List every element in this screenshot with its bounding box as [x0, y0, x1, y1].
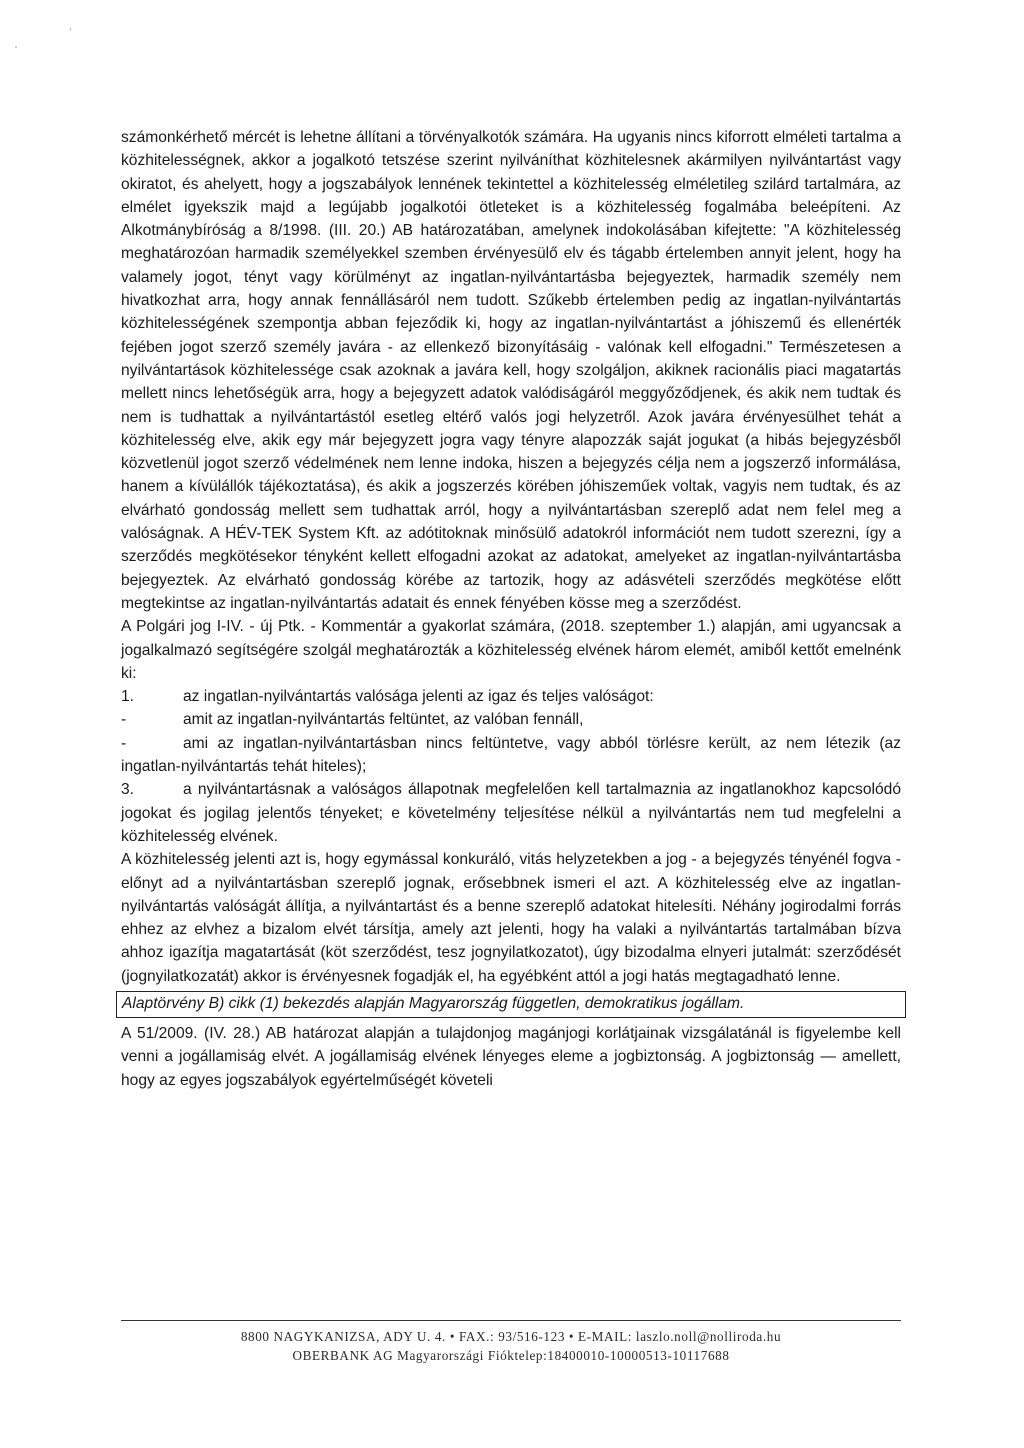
paragraph-public-credibility: A közhitelesség jelenti azt is, hogy egymással konkuráló, vitás helyzetekben a jog - a bejegyzés tényénél fogva - előnyt ad a nyilvántartásban szereplő jognak, erősebbnek ismeri el azt. A közhitelesség elve az ingatlan-nyilvántartás valóságát állítja, a nyilvántartást és a benne szereplő adatokat hitelesíti. Néhány jogirodalmi forrás ehhez az elvhez a bizalom elvét társítja, amely azt jelenti, hogy ha valaki a nyilvántartás tartalmában bízva ahhoz igazítja magatartását (köt szerződést, tesz jognyilatkozatot), úgy bizodalma elnyeri jutalmát: szerződését (jognyilatkozatát) akkor is érvényesnek fogadják el, ha egyébként attól a jogi hatás megtagadható lenne. [121, 851, 901, 985]
scan-speck [15, 46, 17, 48]
footer-address-line: 8800 NAGYKANIZSA, ADY U. 4. • FAX.: 93/516-123 • E-MAIL: laszlo.noll@nolliroda.hu [240, 1329, 782, 1344]
list-item-text: amit az ingatlan-nyilvántartás feltüntet, az valóban fennáll, [183, 711, 584, 729]
list-item-text: a nyilvántartásnak a valóságos állapotnak megfelelően kell tartalmaznia az ingatlanokhoz kapcsolódó jogokat és jogilag jelentős tényeket; e követelmény teljesítése nélkül a nyilvántartás nem tud megfelelni a közhitelesség elvének. [121, 781, 901, 845]
list-marker: 3. [121, 781, 135, 799]
paragraph-rule-of-law: A 51/2009. (IV. 28.) AB határozat alapján a tulajdonjog magánjogi korlátjainak vizsgálatánál is figyelembe kell venni a jogállamiság elvét. A jogállamiság elvének lényeges eleme a jogbiztonság. A jogbiztonság — amellett, hogy az egyes jogszabályok egyértelműségét követeli [121, 1024, 901, 1089]
list-item [121, 708, 901, 731]
list-item-text: az ingatlan-nyilvántartás valósága jelenti az igaz és teljes valóságot: [183, 688, 654, 706]
letterhead-footer [121, 1320, 901, 1365]
list-item [121, 685, 901, 708]
list-marker: 1. [121, 688, 135, 706]
paragraph-constitutional-court: számonkérhető mércét is lehetne állítani a törvényalkotók számára. Ha ugyanis nincs kiforrott elméleti tartalma a közhitelességnek, akkor a jogalkotó tetszése szerint nyilváníthat közhitelesnek akármilyen nyilvántartást vagy okiratot, és ahelyett, hogy a jogszabályok lennének tekintettel a közhitelesség elméletileg szilárd tartalmára, az elmélet igyekszik majd a legújabb jogalkotói ötleteket is a közhitelesség fogalmába beleépíteni. Az Alkotmánybíróság a 8/1998. (III. 20.) AB határozatában, amelynek indokolásában kifejtette: "A közhitelesség meghatározóan harmadik személyekkel szemben érvényesülő elv és tágabb értelemben annyit jelent, hogy ha valamely jogot, tényt vagy körülményt az ingatlan-nyilvántartásba bejegyeztek, harmadik személy nem hivatkozhat arra, hogy annak fennállásáról nem tudott. Szűkebb értelemben pedig az ingatlan-nyilvántartás közhitelességének szempontja abban fejeződik ki, hogy az ingatlan-nyilvántartást a jóhiszemű és ellenérték fejében jogot szerző személy javára - az ellenkező bizonyításáig - valónak kell elfogadni." Természetesen a nyilvántartások közhitelessége csak azoknak a javára kell, hogy szolgáljon, akiknek racionális piaci magatartás mellett nincs lehetőségük arra, hogy a bejegyzett adatok valódiságáról meggyőződjenek, és akik nem tudtak és nem is tudhattak a nyilvántartástól esetleg eltérő valós jogi helyzetről. Azok javára érvényesülhet tehát a közhitelesség elve, akik egy már bejegyzett jogra vagy tényre alapozzák saját jogukat (a hibás bejegyzésből közvetlenül jogot szerző védelmének nem lenne indoka, hiszen a bejegyzés célja nem a jogszerző informálása, hanem a kívülállók tájékoztatása), és akik a jogszerzés körében jóhiszeműek voltak, vagyis nem tudtak, és az elvárható gondosság mellett sem tudhattak arról, hogy a nyilvántartásban szereplő adat nem felel meg a valóságnak. A HÉV-TEK System Kft. az adótitoknak minősülő adatokról információt nem tudott szerezni, így a szerződés megkötésekor tényként kellett elfogadni azokat az adatokat, amelyeket az ingatlan-nyilvántartásba bejegyeztek. Az elvárható gondosság körébe az tartozik, hogy az adásvételi szerződés megkötése előtt megtekintse az ingatlan-nyilvántartás adatait és ennek fényében kösse meg a szerződést. [121, 129, 901, 612]
boxed-heading-fundamental-law: Alaptörvény B) cikk (1) bekezdés alapján Magyarország független, demokratikus jogállam. [116, 991, 906, 1018]
principle-list [121, 685, 901, 848]
footer-bank-line: OBERBANK AG Magyarországi Fióktelep:18400010-10000513-10117688 [292, 1348, 730, 1363]
list-item-text: ami az ingatlan-nyilvántartásban nincs feltüntetve, vagy abból törlésre került, az nem létezik (az ingatlan-nyilvántartás tehát hiteles); [121, 734, 901, 776]
document-body [121, 126, 901, 1092]
list-marker: - [121, 711, 127, 729]
list-marker: - [121, 734, 127, 752]
scan-speck [70, 28, 71, 31]
list-item [121, 778, 901, 848]
list-item [121, 732, 901, 779]
paragraph-commentary: A Polgári jog I-IV. - új Ptk. - Kommentár a gyakorlat számára, (2018. szeptember 1.) alapján, ami ugyancsak a jogalkalmazó segítségére szolgál meghatározták a közhitelesség elvének három elemét, amiből kettőt emelnénk ki: [121, 618, 901, 682]
